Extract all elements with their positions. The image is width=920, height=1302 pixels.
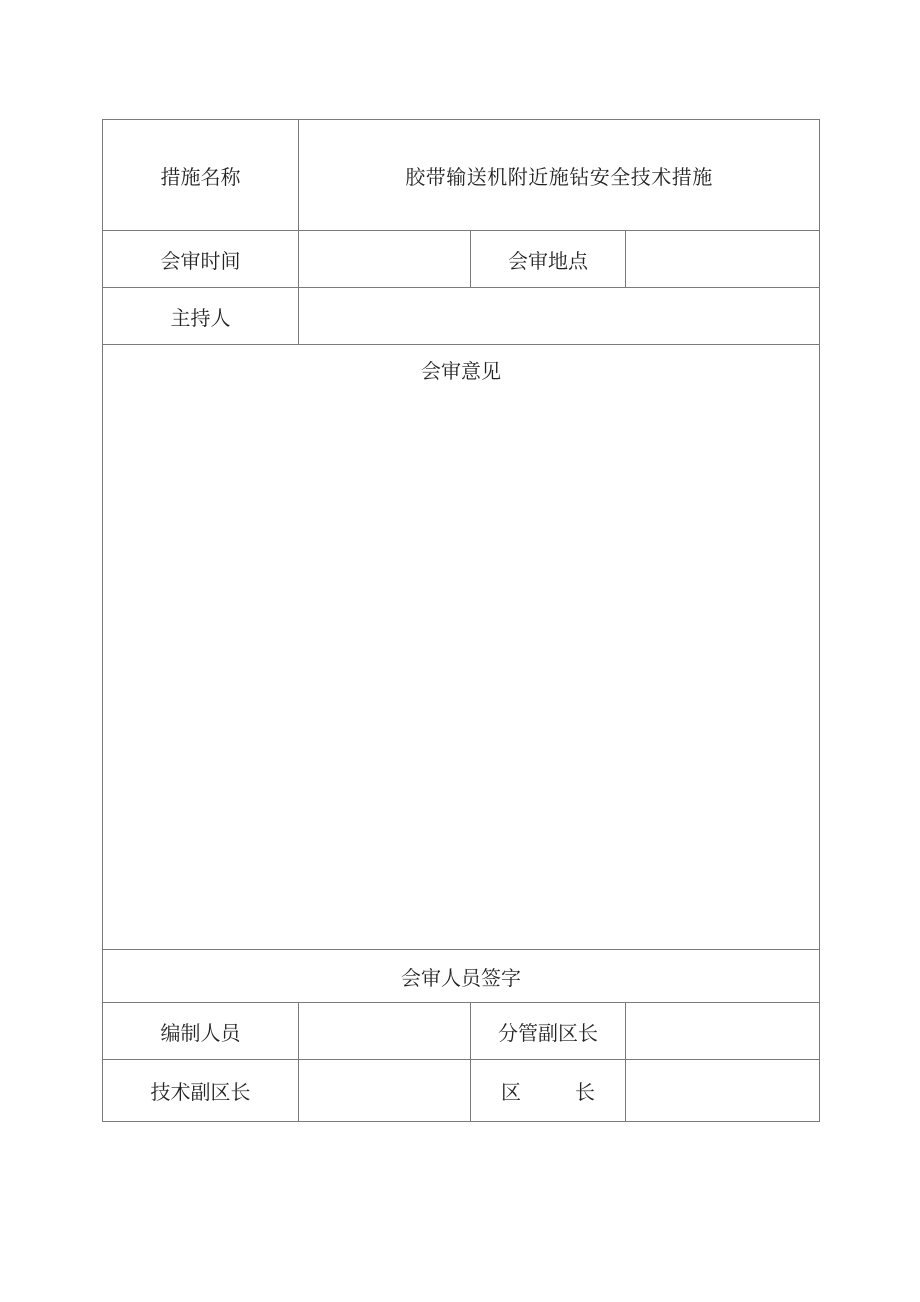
district-head-label-char2: 长 — [575, 1080, 595, 1104]
review-time-label: 会审时间 — [103, 231, 299, 288]
district-head-label-cell — [471, 1060, 626, 1122]
compiler-label: 编制人员 — [103, 1003, 299, 1060]
review-time-field[interactable] — [299, 231, 471, 288]
measure-name-value[interactable]: 胶带输送机附近施钻安全技术措施 — [299, 120, 820, 231]
review-form-table — [102, 119, 820, 1122]
review-opinion-row — [103, 345, 820, 950]
review-meta-row — [103, 231, 820, 288]
review-opinion-heading: 会审意见 — [421, 359, 501, 383]
review-place-field[interactable] — [626, 231, 820, 288]
host-label: 主持人 — [103, 288, 299, 345]
district-head-label — [501, 1076, 595, 1105]
district-head-signature-field[interactable] — [626, 1060, 820, 1122]
measure-name-row — [103, 120, 820, 231]
signature-row-2 — [103, 1060, 820, 1122]
tech-deputy-label: 技术副区长 — [103, 1060, 299, 1122]
signature-row-1 — [103, 1003, 820, 1060]
review-opinion-cell[interactable] — [103, 345, 820, 950]
district-head-label-char1: 区 — [501, 1080, 521, 1104]
host-field[interactable] — [299, 288, 820, 345]
compiler-signature-field[interactable] — [299, 1003, 471, 1060]
signatures-header-row — [103, 950, 820, 1003]
measure-name-label: 措施名称 — [103, 120, 299, 231]
review-place-label: 会审地点 — [471, 231, 626, 288]
host-row — [103, 288, 820, 345]
deputy-manager-signature-field[interactable] — [626, 1003, 820, 1060]
tech-deputy-signature-field[interactable] — [299, 1060, 471, 1122]
deputy-manager-label: 分管副区长 — [471, 1003, 626, 1060]
signatures-heading: 会审人员签字 — [103, 950, 820, 1003]
